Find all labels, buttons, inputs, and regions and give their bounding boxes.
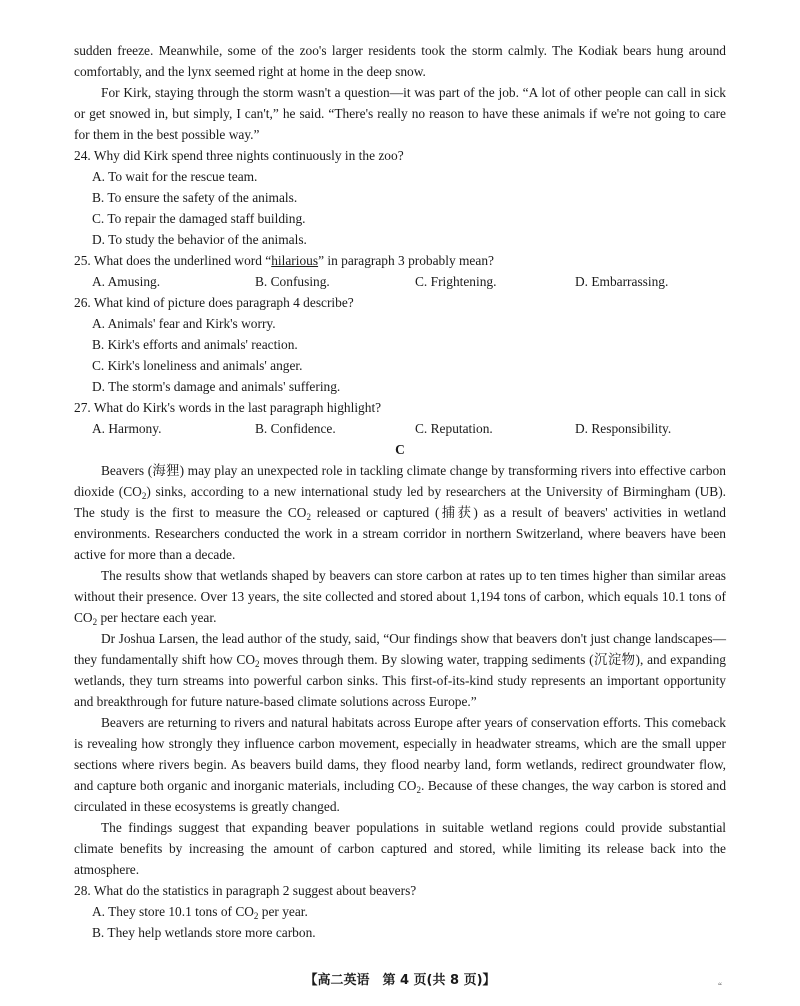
section-heading: C [395, 442, 405, 457]
question-option: B. They help wetlands store more carbon. [92, 925, 316, 940]
underlined-word: hilarious [271, 253, 319, 268]
question-stem [74, 250, 726, 271]
text-run: Beavers (海狸) may play an unexpected role in tackling climate change by transforming rivers into effective carbon dioxide (CO [74, 463, 726, 499]
question-option: A. To wait for the rescue team. [92, 169, 258, 184]
text-run: moves through them. By slowing water, trapping sediments (沉淀物), and expanding wetlands, they turn streams into powerful carbon sinks. This first-of-its-kind study represents an important opportunity and breakthrough for future nature-based climate solutions across Europe.” [74, 652, 726, 709]
question-option: D. The storm's damage and animals' suffering. [92, 379, 341, 394]
question-option: C. Kirk's loneliness and animals' anger. [92, 358, 303, 373]
text-run: per year. [258, 904, 308, 919]
text-run: ) sinks, according to a new international study led by researchers at the University of Birmingham (UB). The study is the first to measure the CO [74, 484, 727, 520]
text-run: released or captured (捕获) as a result of beavers' activities in wetland environments. Researchers conducted the work in a stream corridor in northern Switzerland, where beavers have been active for more than a decade. [74, 505, 727, 562]
text-run: per hectare each year. [97, 610, 217, 625]
subscript: 2 [416, 785, 421, 795]
question-options-row [92, 418, 726, 439]
question-stem-text: 25. What does the underlined word “ [74, 253, 272, 268]
passage-c-paragraph [74, 460, 726, 565]
question-option: C. To repair the damaged staff building. [92, 211, 306, 226]
subscript: 2 [255, 659, 260, 669]
question-option: A. Harmony. [92, 421, 162, 436]
passage-c-paragraph [74, 565, 726, 628]
question-option: C. Reputation. [415, 421, 493, 436]
question-option: B. To ensure the safety of the animals. [92, 190, 298, 205]
subscript: 2 [306, 512, 311, 522]
exam-page [74, 40, 726, 943]
subscript: 2 [141, 491, 147, 501]
question-option: A. Amusing. [92, 274, 161, 289]
question-options-row [92, 271, 726, 292]
question-option: D. Responsibility. [575, 421, 672, 436]
question-option [92, 901, 726, 922]
question-stem: 27. What do Kirk's words in the last paragraph highlight? [74, 400, 382, 415]
subscript: 2 [92, 617, 98, 627]
text-run: Dr Joshua Larsen, the lead author of the study, said, “Our findings show that beavers don't just change landscapes—they fundamentally shift how CO [74, 631, 726, 667]
question-option: D. To study the behavior of the animals. [92, 232, 307, 247]
passage-c-paragraph: The findings suggest that expanding beaver populations in suitable wetland regions could provide substantial climate benefits by increasing the amount of carbon captured and stored, while limiting its release back into the atmosphere. [74, 820, 726, 877]
question-option: C. Frightening. [415, 274, 497, 289]
question-option: B. Kirk's efforts and animals' reaction. [92, 337, 298, 352]
question-option: D. Embarrassing. [575, 274, 669, 289]
page-footer: 【高二英语 第 4 页(共 8 页)】 [304, 973, 496, 988]
question-option: A. Animals' fear and Kirk's worry. [92, 316, 276, 331]
passage-b-paragraph: For Kirk, staying through the storm wasn't a question—it was part of the job. “A lot of other people can call in sick or get snowed in, but simply, I can't,” he said. “There's really no reason to have these animals if we're not going to care for them in the best possible way.” [74, 85, 726, 142]
subscript: 2 [253, 911, 259, 921]
passage-b-paragraph: sudden freeze. Meanwhile, some of the zoo's larger residents took the storm calmly. The Kodiak bears hung around comfortably, and the lynx seemed right at home in the deep snow. [74, 43, 726, 79]
footer-mark: “ [718, 981, 722, 991]
text-run: . Because of these changes, the way carbon is stored and circulated in these ecosystems is greatly changed. [74, 778, 727, 814]
text-run: The results show that wetlands shaped by beavers can store carbon at rates up to ten times higher than similar areas without their presence. Over 13 years, the site collected and stored about 1,194 tons of carbon, which equals 10.1 tons of CO [74, 568, 726, 625]
question-stem-text: ” in paragraph 3 probably mean? [318, 253, 494, 268]
question-option: B. Confidence. [255, 421, 336, 436]
question-stem: 28. What do the statistics in paragraph 2 suggest about beavers? [74, 883, 417, 898]
text-run: Beavers are returning to rivers and natural habitats across Europe after years of conservation efforts. This comeback is revealing how strongly they influence carbon movement, especially in headwater streams, which are the small upper sections where rivers begin. As beavers build dams, they flood nearby land, form wetlands, redirect groundwater flow, and capture both organic and inorganic materials, including CO [74, 715, 726, 793]
text-run: A. They store 10.1 tons of CO [92, 904, 254, 919]
question-stem: 26. What kind of picture does paragraph 4 describe? [74, 295, 354, 310]
passage-c-paragraph [74, 712, 726, 817]
question-stem: 24. Why did Kirk spend three nights continuously in the zoo? [74, 148, 404, 163]
passage-c-paragraph [74, 628, 726, 712]
question-option: B. Confusing. [255, 274, 330, 289]
